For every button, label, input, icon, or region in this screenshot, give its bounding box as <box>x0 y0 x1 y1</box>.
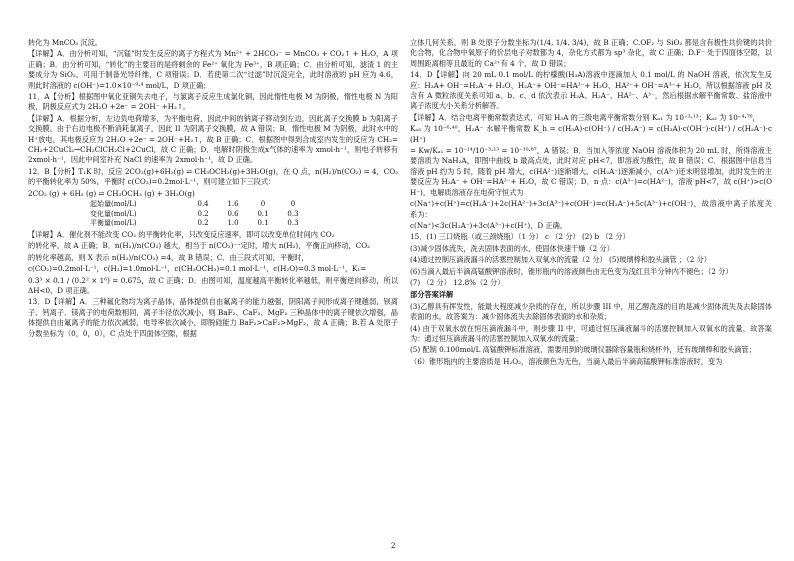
paragraph: 【详解】A．结合电离平衡常数表达式，可知 H₃A 的三级电离平衡常数分别 Kₐ₁ 为 10⁻³·¹³；Kₐ₂ 为 10⁻⁴·⁷⁶， <box>410 112 760 122</box>
table-cell: 0.2 <box>197 219 209 228</box>
row-label: 起始量(mol/L) <box>90 200 137 209</box>
paragraph: = Kw/Kₐ₁ = 10⁻¹⁴/10⁻³·¹³ = 10⁻¹⁰·⁸⁷，A 错误；B．当加入等浓度 NaOH 溶液体积为 20 mL 时，所得溶液主要溶质为 NaH₂A，即图中曲线 b 最高点处，此时对应 pH<7，即溶液为酸性，故 B 错误；C．根据图中信息当溶液 pH 约为 5 时，随着 pH 增大，c(HA²⁻)逐渐增大、c(H₂A⁻)逐渐减小，c(A³⁻)还未明显增加，此时发生的主要反应为 H₂A⁻ + OH⁻=HA²⁻+ H₂O，故 C 错误；D．n 点：c(A³⁻)=c(HA²⁻)，溶液 pH<7，故 c(H⁺)>c(OH⁻)，电解质溶液存在电荷守恒式为 <box>410 146 772 197</box>
table-cell: 0.1 <box>257 209 269 218</box>
paragraph: 12．B【分析】T₁K 时，反应 2CO₂(g)+6H₂(g) ⇌ CH₃OCH₃(g)+3H₂O(g)，在 Q 点，n(H₂)/n(CO₂) = 4，CO₂ 的平衡转化率为 50%，平衡时 c(CO₂)=0.2mol·L⁻¹，则可建立如下三段式： <box>28 166 398 187</box>
paragraph: 的转化率越高，则 X 表示 n(H₂)/n(CO₂) =4，故 B 错误；C．由三段式可知，平衡时， <box>28 252 309 262</box>
row-label: 变化量(mol/L) <box>90 209 137 218</box>
left-column <box>28 38 398 340</box>
table-row <box>88 200 308 210</box>
paragraph: 15．(1) 三口烧瓶（或三颈烧瓶）（1 分） c （2 分） (2) b （2 分） <box>410 232 630 242</box>
paragraph: (5) 配制 0.100mol/L 高锰酸钾标准溶液，需要用到的玻璃仪器除容量瓶和烧杯外，还有玻璃棒和胶头滴管； <box>410 345 756 355</box>
paragraph: 13．D【详解】A．三种氟化物均为离子晶体，晶体提供自由氟离子的能力越强，阴阳离子间形成离子键越弱，钡离子、钙离子、镁离子的电荷数相同，离子半径依次减小，则 BaF₂、CaF₂、MgF₂ 三种晶体中的离子键依次增强，晶体提供自由氟离子的能力依次减弱，电导率依次减小，即脱硅能力 BaF₂>CaF₂>MgF₂，故 A 正确；B.若 A 处原子分数坐标为（0，0，0），C 点处于四面体空隙，根据 <box>28 297 398 338</box>
table-cell: 0 <box>290 200 296 209</box>
paragraph: 的转化率，故 A 正确；B．n(H₂)/n(CO₂) 越大，相当于 n(CO₂)一定时，增大 n(H₂)，平衡正向移动，CO₂ <box>28 241 371 251</box>
paragraph: 【详解】A．由分析可知，“沉锰”时发生反应的离子方程式为 Mn²⁺ + 2HCO₃⁻ = MnCO₃ + CO₂↑ + H₂O，A 项正确；B．由分析可知，“转化”的主要目的是将剩余的 Fe²⁺ 氧化为 Fe³⁺，B 项正确；C．由分析可知，滤渣 1 的主要成分为 SiO₂，可用于制备光导纤维，C 项错误；D．若使第二次“过滤”时沉淀完全，此时溶液的 pH 应为 4.6，则此时溶液的 c(OH⁻)=1.0×10⁻⁹·⁴ mol/L，D 项正确； <box>28 49 398 90</box>
table-cell: 0.2 <box>197 209 209 218</box>
paragraph: 立体几何关系，则 B 处原子分数坐标为(1/4, 1/4, 3/4)，故 B 正确；C.OF₂ 与 SiO₂ 都是含有极性共价键的共价化合物，化合物中氧原子的价层电子对数都为 4，杂化方式都为 sp³ 杂化，故 C 正确；D.F⁻ 处于四面体空隙，以周围距离相等且最近的 Ca²⁺有 4 个，故 D 错误； <box>410 38 772 68</box>
paragraph: 转化为 MnCO₃ 沉淀。 <box>28 38 102 47</box>
reaction-equation: 2CO₂ (g) + 6H₂ (g) ⇌ CH₃OCH₃ (g) + 3H₂O(g) <box>28 188 195 198</box>
paragraph: Kₐ₃ 为 10⁻⁶·⁴⁰，H₂A⁻ 水解平衡常数 K_h = c(H₃A)·c(OH⁻) / c(H₂A⁻) = c(H₃A)·c(OH⁻)·c(H⁺) / c(H₂A⁻)·c(H⁺) <box>410 124 772 144</box>
paragraph: （6）锥形瓶内的主要溶质是 H₂O₂，溶液颜色为无色，当滴入最后半滴高锰酸钾标准溶液时，变为 <box>410 356 723 366</box>
paragraph: c(CO₂)=0.2mol·L⁻¹，c(H₂)=1.0mol·L⁻¹，c(CH₃OCH₃)=0.1 mol·L⁻¹，c(H₂O)=0.3 mol·L⁻¹，K₁= <box>28 264 367 274</box>
paragraph: 11．A【分析】根据图中氧化亚铜失去电子，与氯离子反应生成氯化铜，因此惰性电极 M 为阴极，惰性电极 N 为阳极，阴极反应式为 2H₂O +2e⁻ = 2OH⁻ +H₂↑。 <box>28 92 398 112</box>
paragraph: (6)当滴入最后半滴高锰酸钾溶液时，锥形瓶内的溶液颜色由无色变为浅红且半分钟内不褪色；（2 分） <box>410 266 733 276</box>
paragraph: (4) 由于双氧水放在恒压滴液漏斗中，则步骤 II 中，可通过恒压滴液漏斗的活塞控制加入双氧水的流量，故答案为：通过恒压滴液漏斗的活塞控制加入双氧水的流量； <box>410 323 772 343</box>
paragraph: 0.3³ × 0.1 / (0.2² × 1⁶) = 0.675，故 C 正确；D．由图可知，温度越高平衡转化率越低，则平衡逆向移动，所以ΔH<0，D 项正确。 <box>28 275 398 295</box>
table-cell: 0.6 <box>227 209 239 218</box>
table-cell: 0.4 <box>197 200 209 209</box>
paragraph: (4)通过控制压滴液漏斗的活塞控制加入双氧水的流量（2 分） (5)玻璃棒和胶头滴管 ；（2 分） <box>410 255 711 265</box>
paragraph: 【详解】A．催化剂不能改变 CO₂ 的平衡转化率，只改变反应速率，即可以改变单位时间内 CO₂ <box>28 229 335 239</box>
table-cell: 0.3 <box>287 219 299 228</box>
table-cell: 1.6 <box>227 200 239 209</box>
table-cell: 0.1 <box>257 219 269 228</box>
paragraph: c(Na⁺)<3c(H₂A⁻)+3c(A³⁻)+c(H⁺)，D 正确。 <box>410 220 567 230</box>
table-row <box>88 210 308 220</box>
table-cell: 0 <box>260 200 266 209</box>
paragraph: 14．D【详解】向 20 mL 0.1 mol/L 的柠檬酸(H₃A)溶液中逐滴加入 0.1 mol/L 的 NaOH 溶液，依次发生反应：H₃A+ OH⁻=H₂A⁻+ H₂O、H₂A⁻+ OH⁻=HA²⁻+ H₂O、HA²⁻+ OH⁻=A³⁻+ H₂O，所以根据溶液 pH 及含有 A 微粒浓度关系可知 a、b、c、d 依次表示 H₃A、H₂A⁻、HA²⁻、A³⁻，然后根据水解平衡常数、盐溶液中离子浓度大小关系分析解答。 <box>410 70 772 111</box>
paragraph: (3)乙醇具有挥发性，能最大程度减少杂质的存在，所以步骤 III 中，用乙醇洗涤的目的是减少固体流失及去除固体表面的水，故答案为：减少固体流失去除固体表面的水和杂质； <box>410 301 772 322</box>
section-title: 部分答案详解 <box>410 290 454 300</box>
row-label: 平衡量(mol/L) <box>90 219 137 228</box>
table-row <box>88 219 308 229</box>
page-number: 2 <box>391 542 396 550</box>
paragraph: (7) （2 分） 12.8%（2 分） <box>410 277 505 287</box>
paragraph: (3)减少固体流失，洗去固体表面的水，使固体快速干燥（2 分） <box>410 243 614 253</box>
table-cell: 0.3 <box>287 209 299 218</box>
right-column <box>410 38 772 368</box>
table-cell: 1.0 <box>227 219 239 228</box>
paragraph: 【详解】A．根据分析，左边负电荷增多，为平衡电荷，因此中间的钠离子移动到左边，因此离子交换膜 b 为阳离子交换膜，由于右边电极不断消耗氯离子，因此 II 为阴离子交换膜，故 A 错误；B．惰性电极 M 为阴极，此时水中的 H⁺放电，其电极反应为 2H₂O +2e⁻ = 2OH⁻+H₂↑，故 B 正确；C．根据图中得到合成室内发生的反应为 CH₂=CH₂+2CuCl₂→CH₂ClCH₂Cl+2CuCl，故 C 正确；D．电解时阴极生成x气体的速率为 xmol·h⁻¹，则电子转移有 2xmol·h⁻¹，因此中间室补充 NaCl 的速率为 2xmol·h⁻¹，故 D 正确。 <box>28 113 398 165</box>
paragraph: c(Na⁺)+c(H⁺)=c(H₂A⁻)+2c(HA²⁻)+3c(A³⁻)+c(OH⁻)=c(H₂A⁻)+5c(A³⁻)+c(OH⁻)，故溶液中离子浓度关系为： <box>410 199 772 219</box>
three-stage-table <box>88 200 308 229</box>
